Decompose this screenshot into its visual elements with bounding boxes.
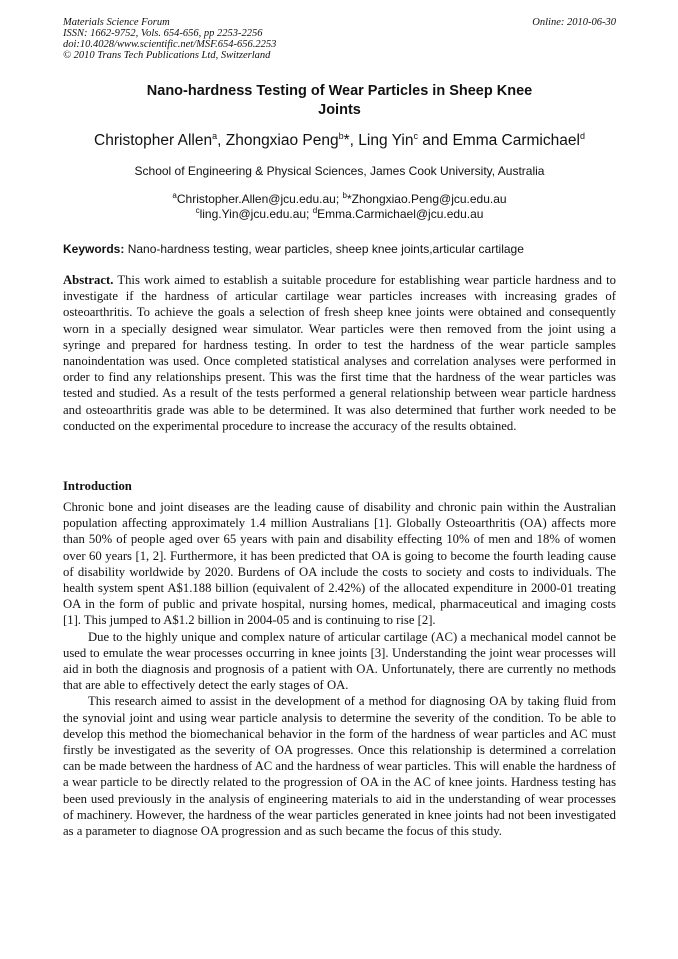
journal-copyright: © 2010 Trans Tech Publications Ltd, Switzerland <box>63 50 271 61</box>
journal-issn: ISSN: 1662-9752, Vols. 654-656, pp 2253-2256 <box>63 28 263 39</box>
author-superscript: c <box>413 131 418 141</box>
keywords-label: Keywords: <box>63 242 125 256</box>
email-link[interactable]: *Zhongxiao.Peng@jcu.edu.au <box>346 192 507 206</box>
abstract-label: Abstract. <box>63 273 114 287</box>
author-name: Ling Yin <box>358 132 414 149</box>
author-name: Emma Carmichael <box>452 132 580 149</box>
author-separator: , <box>217 132 226 149</box>
email-link[interactable]: Emma.Carmichael@jcu.edu.au <box>317 207 484 221</box>
journal-doi: doi:10.4028/www.scientific.net/MSF.654-656.2253 <box>63 39 277 50</box>
author-separator: and <box>417 132 453 149</box>
introduction-body <box>63 499 616 839</box>
journal-name: Materials Science Forum <box>63 17 170 28</box>
author-separator: *, <box>343 132 359 149</box>
section-heading-introduction: Introduction <box>63 479 132 493</box>
author-name: Christopher Allen <box>94 132 213 149</box>
author-superscript: d <box>579 131 585 141</box>
email-line-1 <box>63 192 616 207</box>
paper-title <box>63 82 616 120</box>
paper-title-line-1: Nano-hardness Testing of Wear Particles in Sheep Knee <box>146 83 533 99</box>
email-link[interactable]: ling.Yin@jcu.edu.au; <box>199 207 313 221</box>
keywords-text: Nano-hardness testing, wear particles, sheep knee joints,articular cartilage <box>124 242 524 256</box>
online-date: Online: 2010-06-30 <box>532 17 616 28</box>
paragraph: This research aimed to assist in the development of a method for diagnosing OA by taking fluid from the synovial joint and using wear particle analysis to determine the severity of the condition. To be able to develop this method the biomechanical behavior in the form of the hardness of wear particles and AC must firstly be investigated as the severity of OA progresses. Once this relationship is determined a correlation can be made between the hardness of AC and the hardness of wear particles. This will enable the hardness of a wear particle to be directly related to the progression of OA in the AC of knee joints. Hardness testing has been used previously in the analysis of engineering materials to aid in the understanding of wear processes of machinery. However, the hardness of the wear particles generated in knee joints had not been investigated as a parameter to diagnose OA progression and as such became the focus of this study. <box>63 694 616 839</box>
author-superscript: a <box>212 131 218 141</box>
paper-title-line-2: Joints <box>318 102 361 118</box>
paragraph: Due to the highly unique and complex nature of articular cartilage (AC) a mechanical model cannot be used to emulate the wear processes occurring in knee joints [3]. Understanding the joint wear processes will aid in both the diagnosis and prognosis of a patient with OA. Unfortunately, there are currently no methods that are able to effectively detect the early stages of OA. <box>63 629 616 693</box>
author-name: Zhongxiao Peng <box>225 132 339 149</box>
abstract <box>63 272 616 434</box>
author-superscript: b <box>338 131 344 141</box>
author-emails <box>63 192 616 222</box>
author-list <box>63 131 616 151</box>
email-superscript: c <box>195 206 200 215</box>
email-superscript: a <box>172 191 177 200</box>
email-line-2 <box>63 207 616 222</box>
email-superscript: d <box>312 206 318 215</box>
keywords <box>63 241 616 257</box>
email-link[interactable]: Christopher.Allen@jcu.edu.au; <box>176 192 343 206</box>
journal-header <box>63 17 616 61</box>
email-superscript: b <box>342 191 347 200</box>
paragraph: Chronic bone and joint diseases are the leading cause of disability and chronic pain within the Australian population affecting approximately 1.4 million Australians [1]. Globally Osteoarthritis (OA) affects more than 50% of people aged over 65 years with pain and disability effecting 10% of men and 18% of women over 60 years [1, 2]. Furthermore, it has been predicted that OA is going to become the fourth leading cause of disability worldwide by 2020. Burdens of OA include the costs to society and costs to individuals. The health system spent A$1.188 billion (equivalent of 2.42%) of the allocated expenditure in 2000-01 treating OA in the form of public and private hospital, nursing homes, medical, pharmaceutical and imaging costs [1]. This jumped to A$1.2 billion in 2004-05 and is continuing to rise [2]. <box>63 500 616 628</box>
affiliation: School of Engineering & Physical Sciences, James Cook University, Australia <box>134 164 545 178</box>
abstract-text: This work aimed to establish a suitable procedure for establishing wear particle hardness and to investigate if the hardness of articular cartilage wear particles increases with increasing grades of osteoarthritis. To achieve the goals a selection of fresh sheep knee joints were obtained and consequently worn in a specially designed wear simulator. Wear particles were then removed from the joint using a syringe and prepared for hardness testing. In order to test the hardness of the wear particle samples nanoindentation was used. Once completed statistical analyses and correlation analyses were performed in order to find any relationships present. This was the first time that the hardness of the wear particles was tested and studied. As a result of the tests performed a general relationship between wear particle hardness and osteoarthritis grade was able to be determined. It was also determined that further work needed to be conducted on the experimental procedure to increase the accuracy of the results obtained. <box>63 273 616 433</box>
